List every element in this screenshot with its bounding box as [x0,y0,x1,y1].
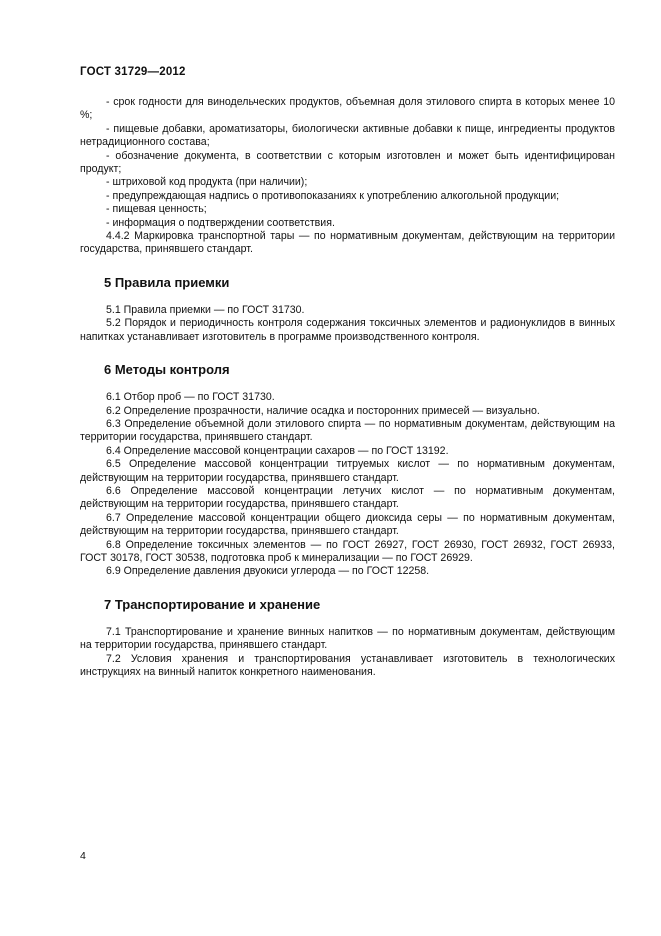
clause-6-4: 6.4 Определение массовой концентрации сахаров — по ГОСТ 13192. [106,444,449,457]
clause-7-2: 7.2 Условия хранения и транспортирования устанавливает изготовитель в технологических инструкциях на винный напиток конкретного наименования. [80,652,615,678]
clause-6-6: 6.6 Определение массовой концентрации летучих кислот — по нормативным документам, действующим на территории государства, принявшего стандарт. [80,484,615,511]
page-number: 4 [80,850,86,862]
list-item: - информация о подтверждении соответствия. [106,216,335,229]
list-item: - штриховой код продукта (при наличии); [106,176,308,189]
document-body [80,96,615,679]
clause-6-7: 6.7 Определение массовой концентрации общего диоксида серы — по нормативным документам, действующим на территории государства, принявшего стандарт. [80,511,615,538]
clause-5-1: 5.1 Правила приемки — по ГОСТ 31730. [106,303,305,316]
clause-7-1: 7.1 Транспортирование и хранение винных напитков — по нормативным документам, действующим на территории государства, принявшего стандарт. [80,625,615,652]
clause-6-9: 6.9 Определение давления двуокиси углерода — по ГОСТ 12258. [106,565,430,578]
clause-6-5: 6.5 Определение массовой концентрации титруемых кислот — по нормативным документам, действующим на территории государства, принявшего стандарт. [80,458,615,484]
list-item: - пищевая ценность; [106,203,207,216]
clause-6-8: 6.8 Определение токсичных элементов — по ГОСТ 26927, ГОСТ 26930, ГОСТ 26932, ГОСТ 26933, ГОСТ 30178, ГОСТ 30538, подготовка проб к минерализации — по ГОСТ 26929. [80,538,615,564]
section-heading-7: 7 Транспортирование и хранение [104,596,321,612]
list-item: - предупреждающая надпись о противопоказаниях к употреблению алкогольной продукции; [106,189,560,202]
section-heading-5: 5 Правила приемки [104,274,230,290]
clause-6-3: 6.3 Определение объемной доли этилового спирта — по нормативным документам, действующим на территории государства, принявшего стандарт. [80,417,615,444]
clause-6-1: 6.1 Отбор проб — по ГОСТ 31730. [106,391,275,404]
document-code: ГОСТ 31729—2012 [80,66,186,78]
clause-6-2: 6.2 Определение прозрачности, наличие осадка и посторонних примесей — визуально. [106,404,540,417]
list-item: - срок годности для винодельческих продуктов, объемная доля этилового спирта в которых менее 10 %; [80,96,615,122]
paragraph-4-4-2: 4.4.2 Маркировка транспортной тары — по нормативным документам, действующим на территории государства, принявшего стандарт. [80,230,615,256]
clause-5-2: 5.2 Порядок и периодичность контроля содержания токсичных элементов и радионуклидов в винных напитках устанавливает изготовитель в программе производственного контроля. [80,317,615,343]
section-heading-6: 6 Методы контроля [104,362,230,378]
list-item: - обозначение документа, в соответствии с которым изготовлен и может быть идентифицирован продукт; [80,149,615,176]
list-item: - пищевые добавки, ароматизаторы, биологически активные добавки к пище, ингредиенты продуктов нетрадиционного состава; [80,122,615,149]
